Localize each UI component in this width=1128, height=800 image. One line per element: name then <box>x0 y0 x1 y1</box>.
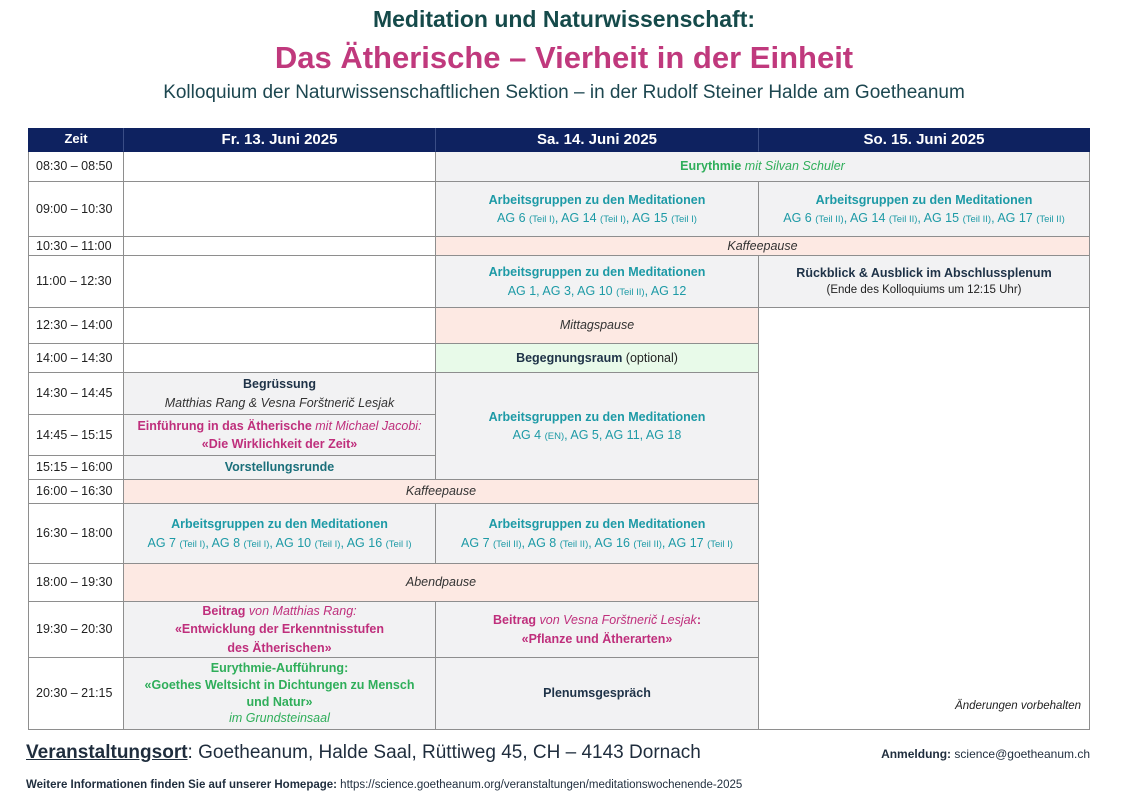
event-eurythmy-performance: Eurythmie-Aufführung: «Goethes Weltsicht in Dichtungen zu Mensch und Natur» im Grundsteinsaal <box>124 658 436 730</box>
registration-label: Anmeldung: <box>881 747 952 761</box>
time-slot: 20:30 – 21:15 <box>28 658 124 730</box>
info-label: Weitere Informationen finden Sie auf unserer Homepage: <box>26 779 337 791</box>
time-slot: 19:30 – 20:30 <box>28 602 124 658</box>
event-title: Arbeitsgruppen zu den Meditationen <box>488 517 706 532</box>
event-title: Arbeitsgruppen zu den Meditationen <box>171 517 388 532</box>
time-slot: 12:30 – 14:00 <box>28 308 124 344</box>
time-slot: 14:45 – 15:15 <box>28 415 124 456</box>
time-slot: 16:00 – 16:30 <box>28 480 124 504</box>
header-friday: Fr. 13. Juni 2025 <box>124 128 436 152</box>
time-slot: 14:30 – 14:45 <box>28 373 124 415</box>
title-line-1: Meditation und Naturwissenschaft: <box>372 6 756 32</box>
venue-line <box>26 742 701 764</box>
event-closing-plenum: Rückblick & Ausblick im Abschlussplenum (Ende des Kolloquiums um 12:15 Uhr) <box>759 256 1090 308</box>
info-line <box>26 779 742 791</box>
header-sunday: So. 15. Juni 2025 <box>759 128 1090 152</box>
changes-note: Änderungen vorbehalten <box>955 700 1081 713</box>
event-introduction: Einführung in das Ätherische mit Michael Jacobi: «Die Wirklichkeit der Zeit» <box>124 415 436 456</box>
info-url[interactable]: https://science.goetheanum.org/veranstaltungen/meditationswochenende-2025 <box>336 779 743 791</box>
empty-cell <box>124 182 436 237</box>
sunday-empty-area <box>759 308 1090 730</box>
event-coffee-break: Kaffeepause <box>124 480 759 504</box>
time-slot: 15:15 – 16:00 <box>28 456 124 480</box>
time-slot: 10:30 – 11:00 <box>28 237 124 256</box>
time-slot: 14:00 – 14:30 <box>28 344 124 373</box>
event-person: mit Silvan Schuler <box>744 159 845 174</box>
header-saturday: Sa. 14. Juni 2025 <box>436 128 759 152</box>
empty-cell <box>124 256 436 308</box>
event-ag-sat-late-morning: Arbeitsgruppen zu den Meditationen AG 1, AG 3, AG 10 (Teil II), AG 12 <box>436 256 759 308</box>
empty-cell <box>124 344 436 373</box>
event-lunch-break: Mittagspause <box>436 308 759 344</box>
event-ag-sat-evening: Arbeitsgruppen zu den Meditationen AG 7 (Teil II), AG 8 (Teil II), AG 16 (Teil II), AG 17 (Teil I) <box>436 504 759 564</box>
empty-cell <box>124 237 436 256</box>
event-ag-fri-evening: Arbeitsgruppen zu den Meditationen AG 7 (Teil I), AG 8 (Teil I), AG 10 (Teil I), AG 16 (Teil I) <box>124 504 436 564</box>
registration <box>881 747 1090 761</box>
event-meeting-room: Begegnungsraum (optional) <box>436 344 759 373</box>
event-title: Arbeitsgruppen zu den Meditationen <box>488 192 706 207</box>
registration-email[interactable]: science@goetheanum.ch <box>951 747 1090 761</box>
event-introduction-round: Vorstellungsrunde <box>124 456 436 480</box>
venue-label: Veranstaltungsort <box>26 742 188 763</box>
event-coffee-break: Kaffeepause <box>436 237 1090 256</box>
event-talk-rang: Beitrag von Matthias Rang: «Entwicklung der Erkenntnisstufen des Ätherischen» <box>124 602 436 658</box>
event-eurythmie <box>436 152 1090 182</box>
event-ag-sat-morning: Arbeitsgruppen zu den Meditationen AG 6 (Teil I), AG 14 (Teil I), AG 15 (Teil I) <box>436 182 759 237</box>
event-plenary-discussion: Plenumsgespräch <box>436 658 759 730</box>
empty-cell <box>124 308 436 344</box>
header-zeit: Zeit <box>28 128 124 152</box>
event-title: Arbeitsgruppen zu den Meditationen <box>488 409 706 424</box>
empty-cell <box>124 152 436 182</box>
event-dinner-break: Abendpause <box>124 564 759 602</box>
event-title: Arbeitsgruppen zu den Meditationen <box>488 265 706 280</box>
venue-value: : Goetheanum, Halde Saal, Rüttiweg 45, CH – 4143 Dornach <box>187 742 701 763</box>
time-slot: 18:00 – 19:30 <box>28 564 124 602</box>
time-slot: 08:30 – 08:50 <box>28 152 124 182</box>
title-main: Das Ätherische – Vierheit in der Einheit <box>274 40 854 75</box>
time-slot: 11:00 – 12:30 <box>28 256 124 308</box>
time-slot: 16:30 – 18:00 <box>28 504 124 564</box>
event-ag-sun-morning: Arbeitsgruppen zu den Meditationen AG 6 (Teil II), AG 14 (Teil II), AG 15 (Teil II), AG 17 (Teil II) <box>759 182 1090 237</box>
event-talk-lesjak: Beitrag von Vesna Forštnerič Lesjak: «Pflanze und Ätherarten» <box>436 602 759 658</box>
event-title: Eurythmie <box>680 159 742 174</box>
event-ag-sat-afternoon: Arbeitsgruppen zu den Meditationen AG 4 (EN), AG 5, AG 11, AG 18 <box>436 373 759 480</box>
schedule-table <box>28 128 1090 730</box>
time-slot: 09:00 – 10:30 <box>28 182 124 237</box>
event-welcome: Begrüssung Matthias Rang & Vesna Forštnerič Lesjak <box>124 373 436 415</box>
event-title: Arbeitsgruppen zu den Meditationen <box>815 192 1033 207</box>
title-subtitle: Kolloquium der Naturwissenschaftlichen Sektion – in der Rudolf Steiner Halde am Goetheanum <box>163 82 965 103</box>
